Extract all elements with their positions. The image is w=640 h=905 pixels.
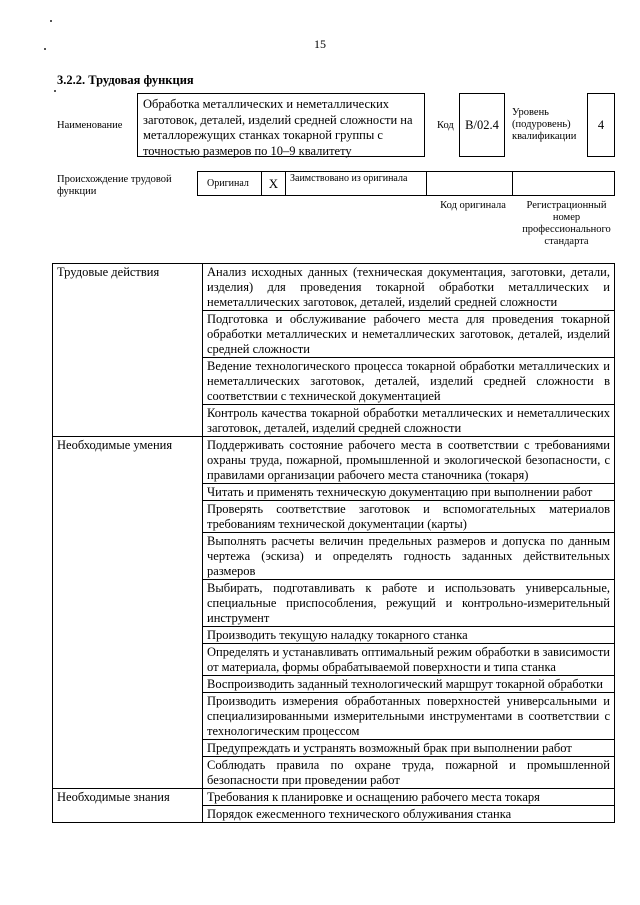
function-name: Обработка металлических и неметаллических заготовок, деталей, изделий средней сложности на металлорежущих станках токарной группы с точностью размеров по 10–9 квалитету xyxy=(137,93,425,157)
item-cell: Подготовка и обслуживание рабочего места для проведения токарной обработки металлических и неметаллических заготовок, деталей, изделий средней сложности xyxy=(203,311,615,358)
item-cell: Выполнять расчеты величин предельных размеров и допуска по данным чертежа (эскиза) и определять годность заданных действительных размеров xyxy=(203,533,615,580)
category-cell xyxy=(53,644,203,676)
table-row xyxy=(53,806,615,823)
original-mark-cell xyxy=(261,171,286,196)
category-cell: Необходимые умения xyxy=(53,437,203,484)
item-cell: Предупреждать и устранять возможный брак при выполнении работ xyxy=(203,740,615,757)
code-original-cell xyxy=(426,171,513,196)
name-label: Наименование xyxy=(57,120,123,131)
category-cell xyxy=(53,311,203,358)
item-cell: Читать и применять техническую документацию при выполнении работ xyxy=(203,484,615,501)
category-cell xyxy=(53,740,203,757)
table-row xyxy=(53,533,615,580)
reg-number-caption: Регистрационный номер профессионального стандарта xyxy=(522,200,611,247)
category-cell xyxy=(53,676,203,693)
category-cell xyxy=(53,405,203,437)
item-cell: Поддерживать состояние рабочего места в соответствии с требованиями охраны труда, пожарной, промышленной и экологической безопасности, с правилами организации рабочего места станочника (токаря) xyxy=(203,437,615,484)
origin-row xyxy=(197,171,615,196)
section-title: 3.2.2. Трудовая функция xyxy=(57,73,194,87)
category-cell: Необходимые знания xyxy=(53,789,203,806)
scan-mark xyxy=(50,20,52,22)
scan-mark xyxy=(54,90,56,92)
table-row xyxy=(53,311,615,358)
table-row xyxy=(53,405,615,437)
table-row xyxy=(53,644,615,676)
category-cell xyxy=(53,757,203,789)
table-row xyxy=(53,789,615,806)
code-label: Код xyxy=(437,120,454,131)
item-cell: Проверять соответствие заготовок и вспомогательных материалов требованиям технической документации (карты) xyxy=(203,501,615,533)
code-value: В/02.4 xyxy=(459,93,505,157)
table-row xyxy=(53,740,615,757)
category-cell xyxy=(53,693,203,740)
level-value: 4 xyxy=(587,93,615,157)
table-row xyxy=(53,501,615,533)
category-cell: Трудовые действия xyxy=(53,264,203,311)
borrowed-label: Заимствовано из оригинала xyxy=(290,173,408,184)
table-row xyxy=(53,676,615,693)
item-cell: Анализ исходных данных (техническая документация, заготовки, детали, изделия) для проведения токарной обработки металлических и неметаллических заготовок, деталей, изделий средней сложности xyxy=(203,264,615,311)
category-cell xyxy=(53,806,203,823)
item-cell: Требования к планировке и оснащению рабочего места токаря xyxy=(203,789,615,806)
item-cell: Порядок ежесменного технического облуживания станка xyxy=(203,806,615,823)
original-label: Оригинал xyxy=(207,178,249,189)
table-row xyxy=(53,437,615,484)
table-row xyxy=(53,580,615,627)
table-row xyxy=(53,693,615,740)
table-row xyxy=(53,358,615,405)
category-cell xyxy=(53,627,203,644)
category-cell xyxy=(53,358,203,405)
item-cell: Контроль качества токарной обработки металлических и неметаллических заготовок, деталей, изделий средней сложности xyxy=(203,405,615,437)
table-body xyxy=(53,264,615,823)
category-cell xyxy=(53,501,203,533)
item-cell: Производить измерения обработанных поверхностей универсальными и специализированными измерительными инструментами в соответствии с технологическим процессом xyxy=(203,693,615,740)
item-cell: Воспроизводить заданный технологический маршрут токарной обработки xyxy=(203,676,615,693)
table-row xyxy=(53,484,615,501)
item-cell: Выбирать, подготавливать к работе и использовать универсальные, специальные приспособления, режущий и контрольно-измерительный инструмент xyxy=(203,580,615,627)
item-cell: Производить текущую наладку токарного станка xyxy=(203,627,615,644)
original-cell xyxy=(197,171,262,196)
level-label: Уровень (подуровень) квалификации xyxy=(512,107,577,142)
origin-label: Происхождение трудовой функции xyxy=(57,174,172,197)
page-number: 15 xyxy=(314,37,326,51)
category-cell xyxy=(53,533,203,580)
function-table xyxy=(52,263,615,823)
item-cell: Определять и устанавливать оптимальный режим обработки в зависимости от материала, формы обрабатываемой поверхности и типа станка xyxy=(203,644,615,676)
item-cell: Ведение технологического процесса токарной обработки металлических и неметаллических заготовок, деталей, изделий средней сложности в соответствии с технической документацией xyxy=(203,358,615,405)
borrowed-cell xyxy=(285,171,427,196)
item-cell: Соблюдать правила по охране труда, пожарной и промышленной безопасности при проведении работ xyxy=(203,757,615,789)
table-row xyxy=(53,264,615,311)
table-row xyxy=(53,627,615,644)
original-mark: X xyxy=(268,176,279,191)
code-original-caption: Код оригинала xyxy=(440,200,506,211)
category-cell xyxy=(53,580,203,627)
reg-number-cell xyxy=(512,171,615,196)
table-row xyxy=(53,757,615,789)
category-cell xyxy=(53,484,203,501)
